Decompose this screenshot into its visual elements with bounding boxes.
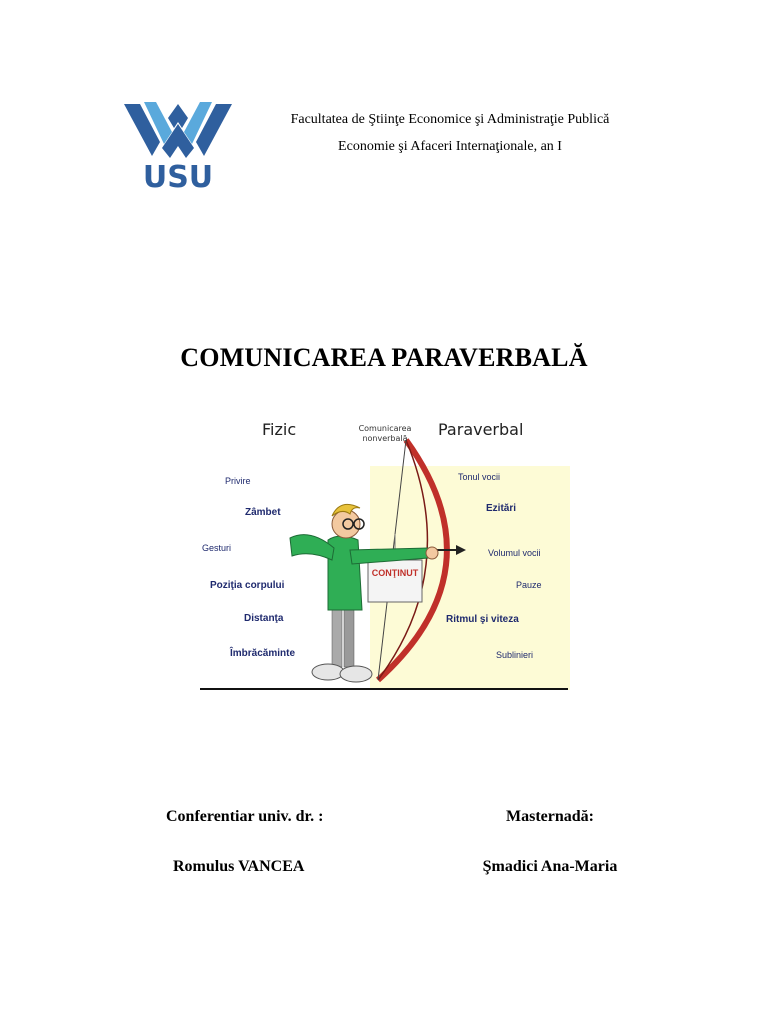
student-name: Şmadici Ana-Maria — [482, 858, 618, 875]
content-sign-label: CONŢINUT — [371, 568, 419, 578]
program-name: Economie şi Afaceri Internaţionale, an I — [338, 139, 562, 154]
label-imbracaminte: Îmbrăcăminte — [230, 648, 296, 659]
usu-logo-icon — [122, 98, 234, 190]
label-sublinieri: Sublinieri — [496, 650, 534, 660]
faculty-name: Facultatea de Ştiinţe Economice şi Administraţie Publică — [290, 112, 610, 127]
label-zambet: Zâmbet — [245, 507, 281, 518]
logo-text: USU — [142, 160, 214, 190]
label-volumul: Volumul vocii — [488, 548, 541, 558]
label-tonul: Tonul vocii — [458, 472, 501, 482]
document-title: COMUNICAREA PARAVERBALĂ — [180, 343, 588, 372]
content-sign — [368, 560, 422, 602]
label-ezitari: Ezitări — [486, 503, 517, 514]
label-pauze: Pauze — [516, 580, 542, 590]
paraverbal-illustration — [200, 410, 570, 692]
student-role: Masternadă: — [506, 808, 594, 825]
label-gesturi: Gesturi — [202, 543, 232, 553]
heading-nonverbal — [348, 424, 422, 444]
heading-nonverbal-line2: nonverbală — [362, 434, 408, 443]
heading-physical: Fizic — [262, 420, 297, 439]
heading-nonverbal-line1: Comunicarea — [358, 424, 412, 433]
advisor-role: Conferentiar univ. dr. : — [166, 808, 324, 825]
label-distanta: Distanţa — [244, 613, 284, 624]
usu-logo — [122, 98, 234, 190]
label-pozitia: Poziţia corpului — [210, 580, 285, 591]
label-privire: Privire — [225, 476, 251, 486]
advisor-name: Romulus VANCEA — [173, 858, 305, 875]
heading-paraverbal: Paraverbal — [438, 420, 524, 439]
label-ritmul: Ritmul şi viteza — [446, 614, 519, 625]
